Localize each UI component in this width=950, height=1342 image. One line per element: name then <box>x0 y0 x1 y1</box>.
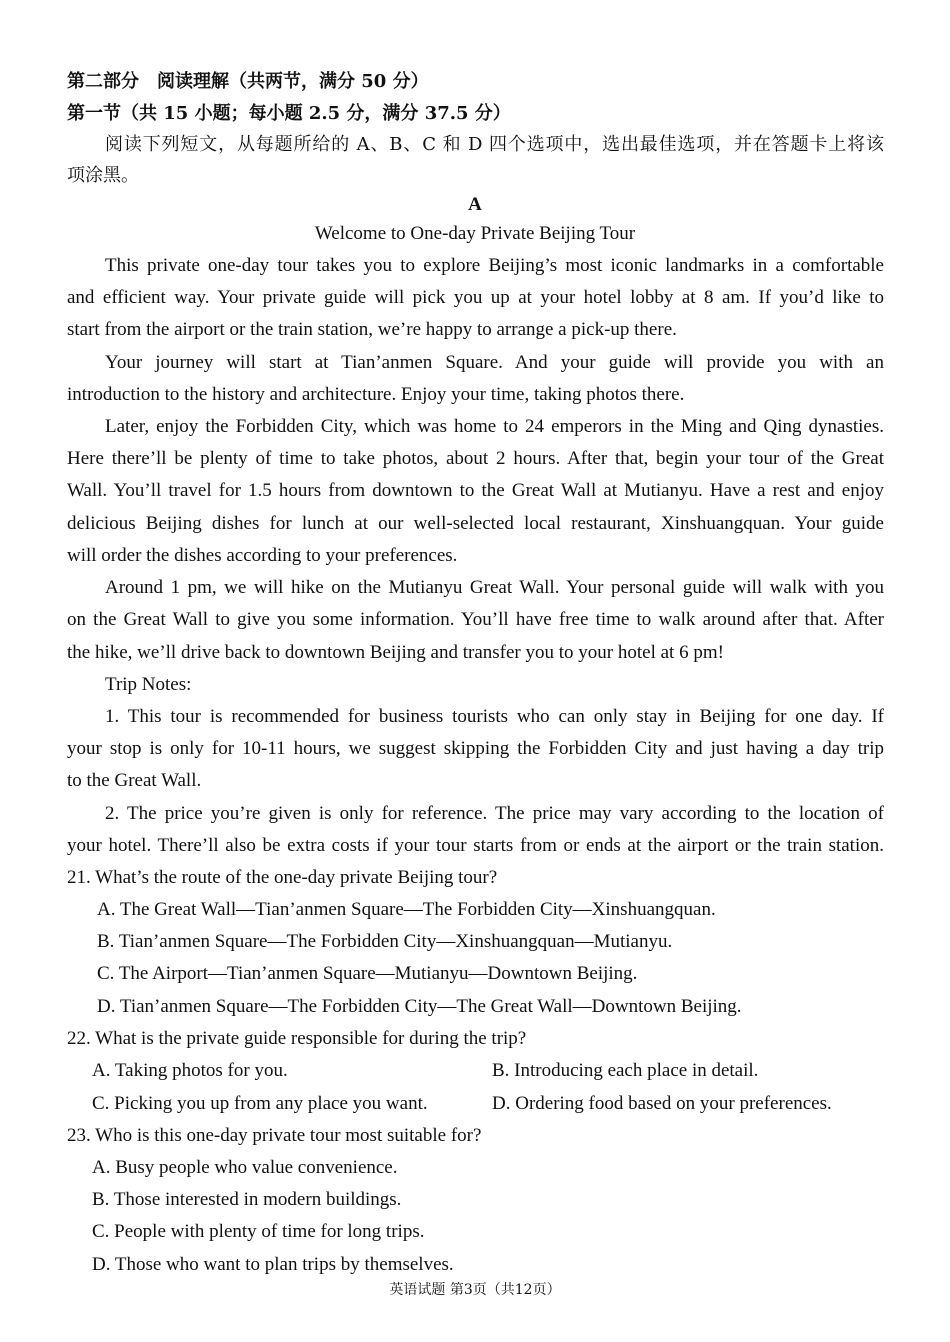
passage-line: on the Great Wall to give you some information. You’ll have free time to walk around after that. After <box>67 609 884 630</box>
passage-line: the hike, we’ll drive back to downtown Beijing and transfer you to your hotel at 6 pm! <box>67 642 724 663</box>
passage-line: Wall. You’ll travel for 1.5 hours from downtown to the Great Wall at Mutianyu. Have a rest and enjoy <box>67 480 884 501</box>
passage-title: Welcome to One-day Private Beijing Tour <box>314 223 636 244</box>
question-22-option-a: A. Taking photos for you. <box>92 1060 288 1081</box>
question-22-option-d: D. Ordering food based on your preferences. <box>492 1093 832 1114</box>
passage-line: and efficient way. Your private guide will pick you up at your hotel lobby at 8 am. If you’d like to <box>67 287 884 308</box>
passage-line: 1. This tour is recommended for business tourists who can only stay in Beijing for one day. If <box>105 706 884 727</box>
passage-line: This private one-day tour takes you to explore Beijing’s most iconic landmarks in a comfortable <box>105 255 884 276</box>
passage-line: 2. The price you’re given is only for reference. The price may vary according to the location of <box>105 803 884 824</box>
question-21-option-b: B. Tian’anmen Square—The Forbidden City—Xinshuangquan—Mutianyu. <box>97 931 673 952</box>
question-22-option-b: B. Introducing each place in detail. <box>492 1060 759 1081</box>
passage-line: delicious Beijing dishes for lunch at our well-selected local restaurant, Xinshuangquan. Your guide <box>67 513 884 534</box>
question-22-stem: 22. What is the private guide responsible for during the trip? <box>67 1028 527 1049</box>
question-23-option-d: D. Those who want to plan trips by themselves. <box>92 1254 454 1275</box>
passage-line: Later, enjoy the Forbidden City, which was home to 24 emperors in the Ming and Qing dynasties. <box>105 416 884 437</box>
passage-line: to the Great Wall. <box>67 770 202 791</box>
question-23-option-c: C. People with plenty of time for long trips. <box>92 1221 425 1242</box>
part-heading: 第二部分 阅读理解（共两节，满分 50 分） <box>67 71 429 92</box>
question-21-option-a: A. The Great Wall—Tian’anmen Square—The Forbidden City—Xinshuangquan. <box>97 899 716 920</box>
page-footer: 英语试题 第3页（共12页） <box>389 1282 561 1298</box>
question-21-stem: 21. What’s the route of the one-day private Beijing tour? <box>67 867 498 888</box>
passage-line: Your journey will start at Tian’anmen Square. And your guide will provide you with an <box>105 352 884 373</box>
question-23-stem: 23. Who is this one-day private tour most suitable for? <box>67 1125 482 1146</box>
passage-line: will order the dishes according to your preferences. <box>67 545 458 566</box>
passage-label: A <box>468 194 482 215</box>
passage-line: your hotel. There’ll also be extra costs if your tour starts from or ends at the airport or the train station. <box>67 835 884 856</box>
passage-line: Here there’ll be plenty of time to take photos, about 2 hours. After that, begin your tour of the Great <box>67 448 884 469</box>
trip-notes-heading: Trip Notes: <box>105 674 192 695</box>
passage-line: Around 1 pm, we will hike on the Mutianyu Great Wall. Your personal guide will walk with you <box>105 577 884 598</box>
passage-line: introduction to the history and architecture. Enjoy your time, taking photos there. <box>67 384 685 405</box>
question-23-option-a: A. Busy people who value convenience. <box>92 1157 398 1178</box>
passage-line: start from the airport or the train station, we’re happy to arrange a pick-up there. <box>67 319 677 340</box>
question-21-option-d: D. Tian’anmen Square—The Forbidden City—The Great Wall—Downtown Beijing. <box>97 996 742 1017</box>
question-22-option-c: C. Picking you up from any place you want. <box>92 1093 428 1114</box>
question-21-option-c: C. The Airport—Tian’anmen Square—Mutianyu—Downtown Beijing. <box>97 963 638 984</box>
instruction-line-1: 阅读下列短文，从每题所给的 A、B、C 和 D 四个选项中，选出最佳选项，并在答题卡上将该 <box>105 134 884 155</box>
instruction-line-2: 项涂黑。 <box>67 165 139 186</box>
question-23-option-b: B. Those interested in modern buildings. <box>92 1189 402 1210</box>
section-heading: 第一节（共 15 小题；每小题 2.5 分，满分 37.5 分） <box>67 103 511 124</box>
passage-line: your stop is only for 10-11 hours, we suggest skipping the Forbidden City and just having a day trip <box>67 738 884 759</box>
